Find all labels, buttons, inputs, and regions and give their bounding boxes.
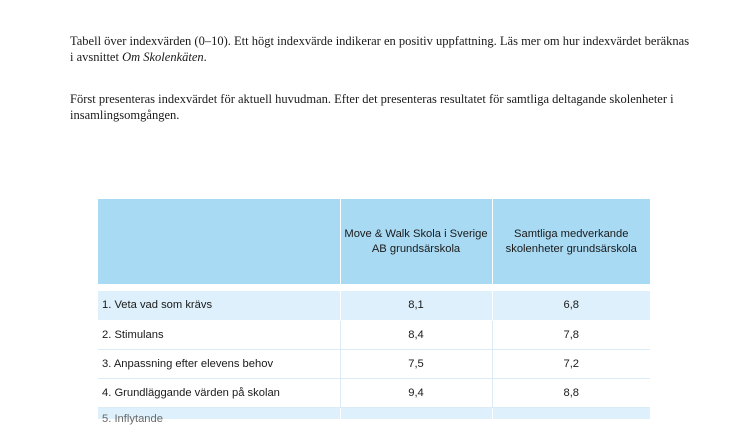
row-value-samtliga: 6,8 <box>492 291 650 320</box>
row-label: 3. Anpassning efter elevens behov <box>98 349 340 378</box>
table-spacer <box>98 284 650 291</box>
intro-paragraph-1 <box>70 33 690 65</box>
header-huvudman-column: Move & Walk Skola i Sverige AB grundsärskola <box>340 199 492 284</box>
intro-paragraph-2: Först presenteras indexvärdet för aktuell huvudman. Efter det presenteras resultatet för samtliga deltagande skolenheter i insamlingsomgången. <box>70 92 674 122</box>
row-label: 2. Stimulans <box>98 320 340 349</box>
table-row <box>98 349 650 378</box>
index-table <box>98 199 650 425</box>
row-value-huvudman: 8,1 <box>340 291 492 320</box>
om-skolenkaten-reference: Om Skolenkäten <box>122 50 204 64</box>
intro-text-1-end: . <box>203 50 207 64</box>
row-value-samtliga: 7,2 <box>492 349 650 378</box>
row-label <box>98 407 340 425</box>
row-value-huvudman: 9,4 <box>340 378 492 407</box>
table-row-partial <box>98 407 650 419</box>
row-value-huvudman: 7,5 <box>340 349 492 378</box>
row-value-samtliga <box>492 407 650 419</box>
table-row <box>98 320 650 349</box>
header-samtliga-column: Samtliga medverkande skolenheter grundsärskola <box>492 199 650 284</box>
row-value-samtliga: 8,8 <box>492 378 650 407</box>
row-label: 4. Grundläggande värden på skolan <box>98 378 340 407</box>
row-value-huvudman: 8,4 <box>340 320 492 349</box>
partial-row-label: 5. Inflytande <box>102 412 163 425</box>
table-row <box>98 291 650 320</box>
row-value-samtliga: 7,8 <box>492 320 650 349</box>
table-row <box>98 378 650 407</box>
header-label-column <box>98 199 340 284</box>
intro-text-1: Tabell över indexvärden (0–10). Ett högt indexvärde indikerar en positiv uppfattning. Läs mer om hur indexvärdet beräknas i avsnittet <box>70 34 690 64</box>
row-label: 1. Veta vad som krävs <box>98 291 340 320</box>
row-value-huvudman <box>340 407 492 419</box>
table-header-row <box>98 199 650 284</box>
